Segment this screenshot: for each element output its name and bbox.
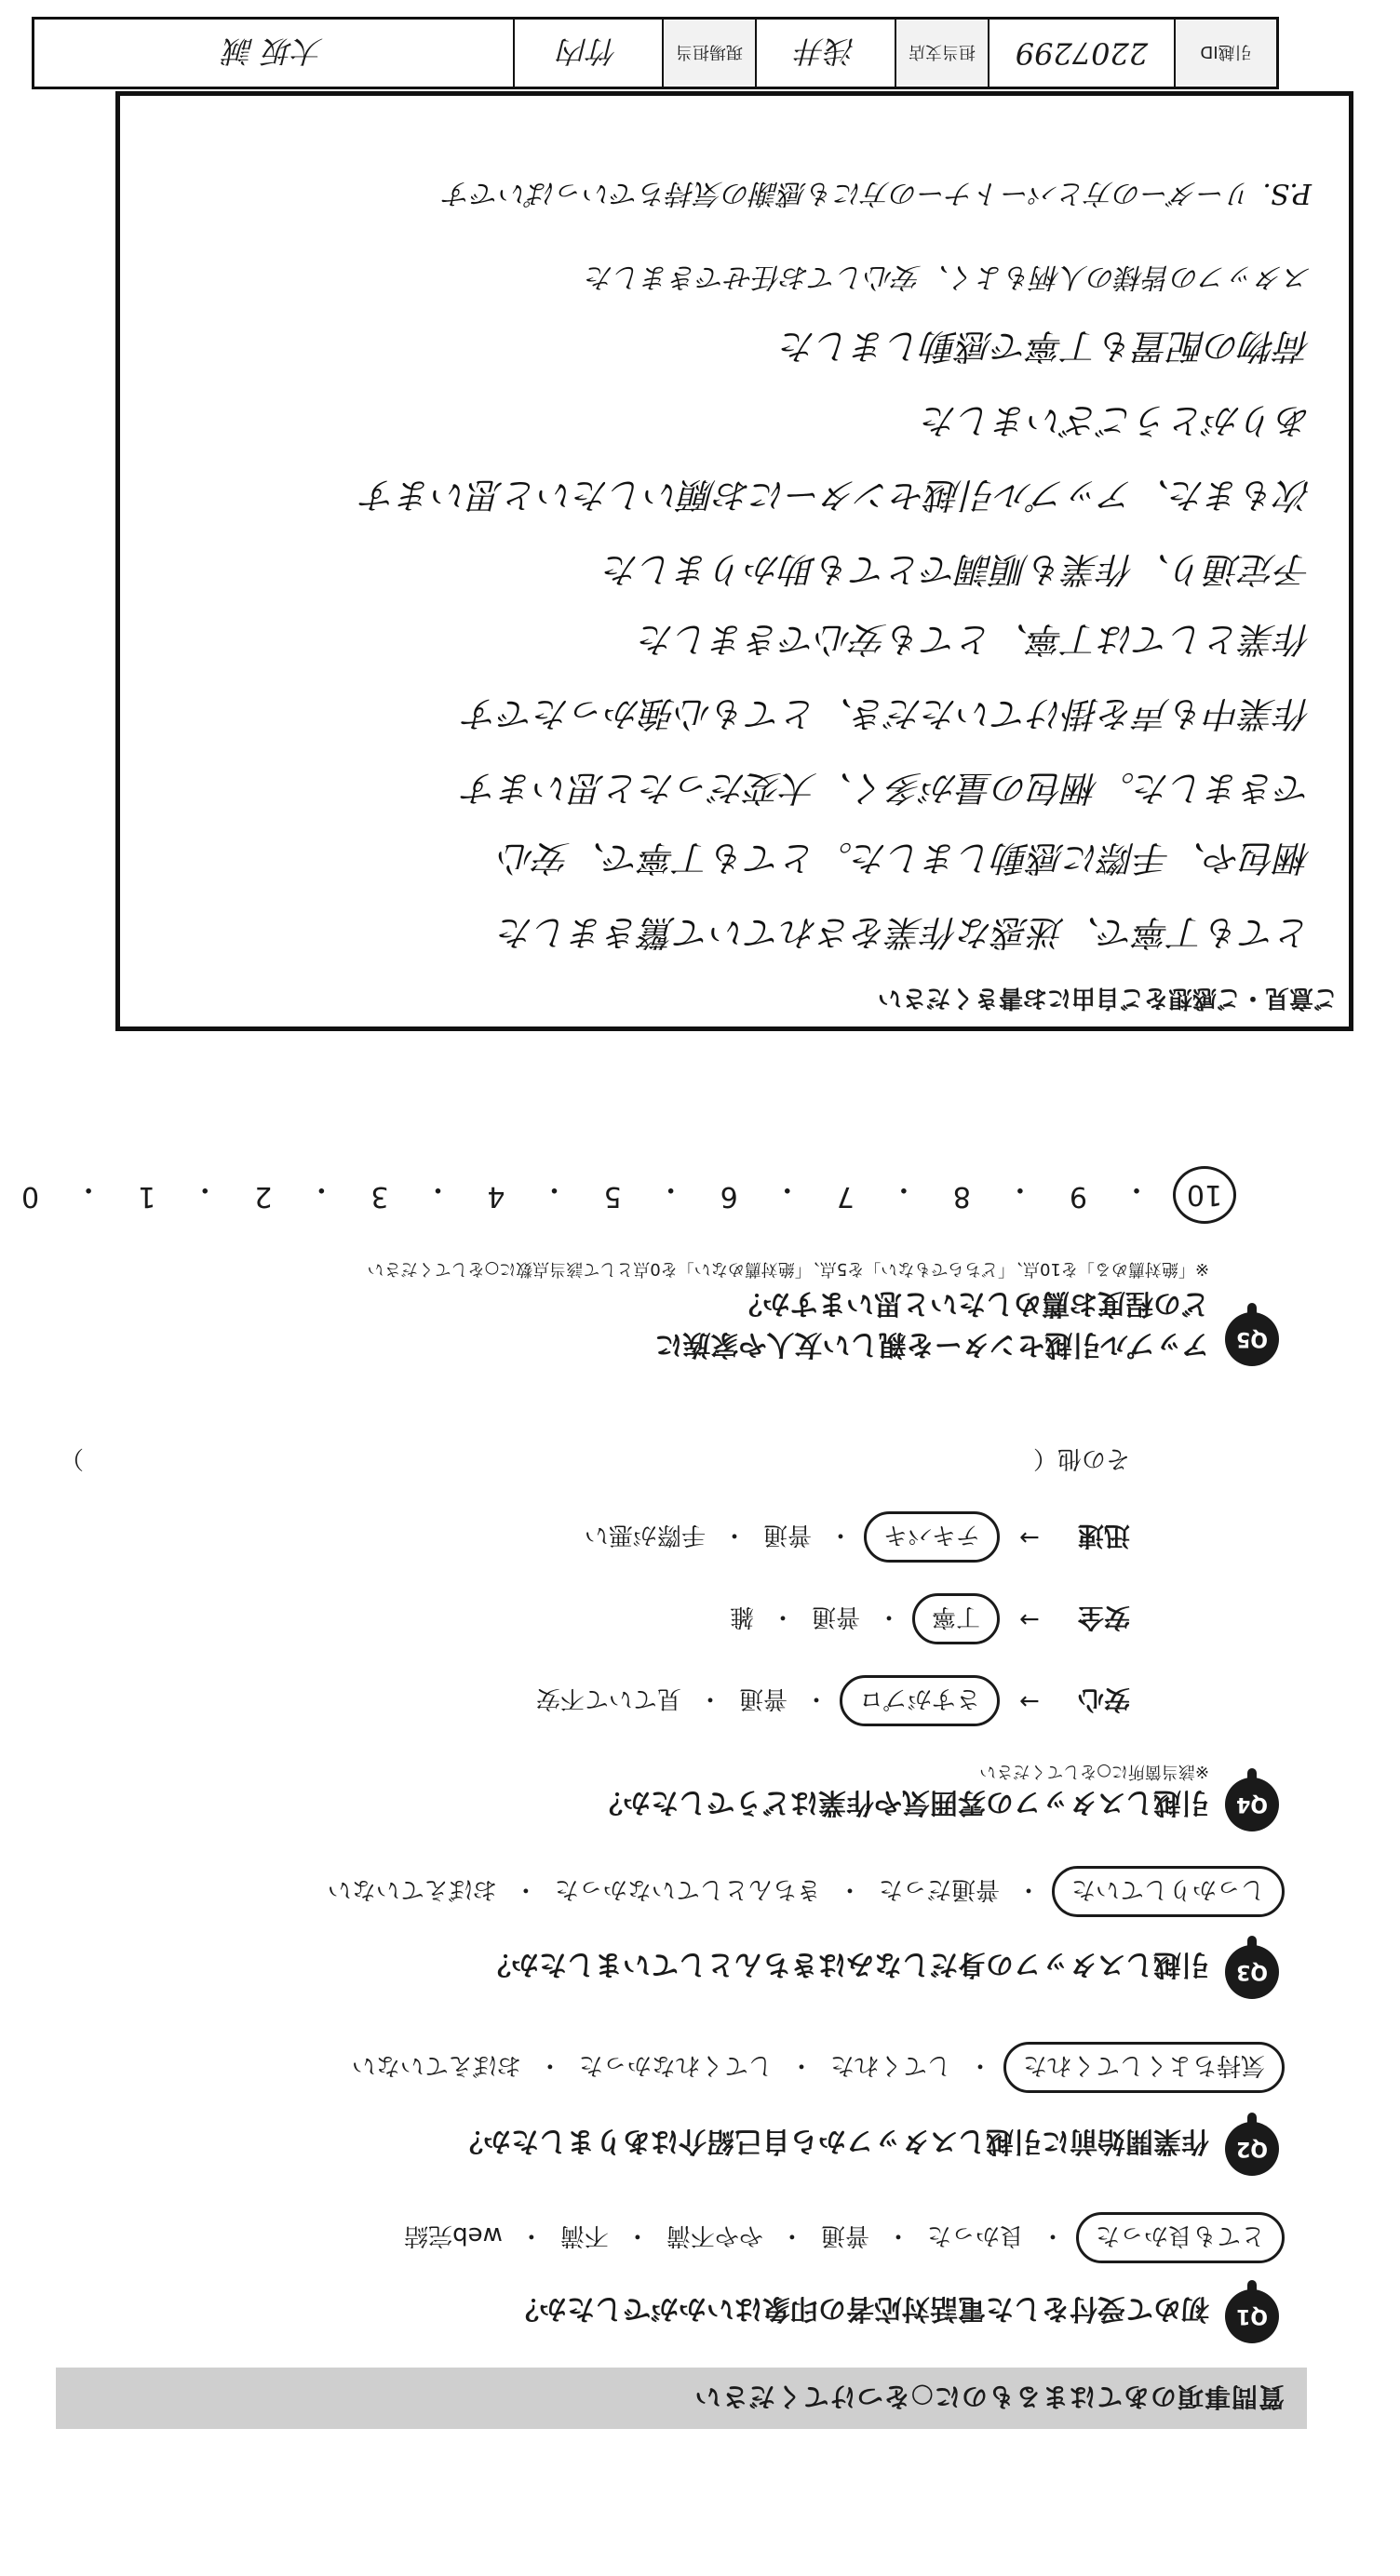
q1-option-dissatisfied[interactable]: 不満 [559,2221,609,2249]
info-table [32,17,1279,89]
value-customer-name: 大坂 誠 [223,34,324,69]
comment-line: 梱包や、手際に感動しました。とても丁寧で、安心 [499,838,1312,879]
q4-anzen-option-careful[interactable]: 丁寧 [912,1594,1000,1645]
value-branch: 浅井 [755,20,895,87]
comment-line: 荷物の配置も丁寧で感動しました [780,326,1312,367]
arrow-icon: → [1019,1687,1040,1715]
q5-score-8[interactable]: 8 [952,1180,971,1213]
q5-score-10[interactable]: 10 [1173,1166,1236,1224]
q3-options: しっかりしていた ・ 普通だった ・ きちんとしていなかった ・ おぼえていない [328,1874,1279,1909]
q3-option-not-neat[interactable]: きちんとしていなかった [554,1875,821,1903]
q1-option-very-good[interactable]: とても良かった [1076,2212,1285,2263]
q5-score-6[interactable]: 6 [720,1180,738,1213]
comment-line: できました。梱包の量が多く、大変だったと思います [463,768,1312,809]
label-site-staff: 現場担当 [662,20,755,87]
q5-score-2[interactable]: 2 [254,1180,273,1213]
comment-line: 作業としては丁寧、とても安心できました [639,619,1312,660]
q4-row-anzen: 安全 → 丁寧 ・ 普通 ・ 雑 [730,1601,1130,1638]
q5-score-3[interactable]: 3 [370,1180,389,1213]
q4-row-label: 迅速 [1077,1521,1130,1551]
q4-row-anshin: 安心 → さすがプロ ・ 普通 ・ 見ていて不安 [536,1683,1130,1720]
q4-anzen-option-normal[interactable]: 普通 [811,1603,860,1631]
q3-option-neat[interactable]: しっかりしていた [1052,1866,1285,1917]
q2-text: 作業開始前に引越しスタッフから自己紹介はありましたか？ [455,2125,1209,2157]
q2-option-yes[interactable]: してくれた [829,2051,951,2079]
q4-row-label: 安心 [1077,1684,1130,1715]
instructions-banner [56,2368,1307,2429]
q5-score-0[interactable]: 0 [21,1180,40,1213]
comment-line: とても丁寧で、迷惑な作業をされていて驚きました [498,912,1312,953]
q4-other-label: その他（ [1032,1444,1130,1472]
value-moving-id: 2207299 [988,20,1174,87]
q5-score-1[interactable]: 1 [138,1180,156,1213]
q4-text: 引越しスタッフの雰囲気や作業はどうでしたか？ [595,1786,1209,1818]
arrow-icon: → [1019,1605,1040,1633]
q4-other [60,1443,1130,1478]
q3-text: 引越しスタッフの身だしなみはきちんとしていましたか？ [483,1948,1209,1980]
q4-anzen-option-rough[interactable]: 雑 [729,1603,754,1631]
q3-option-normal[interactable]: 普通だった [878,1875,1000,1903]
comment-line: スタッフの皆様の人柄もよく、安心してお任せできました [586,261,1312,293]
q4-jinsoku-option-normal[interactable]: 普通 [762,1521,812,1550]
q1-option-web[interactable]: web完結 [404,2221,503,2249]
q1-options: とても良かった ・ 良かった ・ 普通 ・ やや不満 ・ 不満 ・ web完結 [404,2220,1279,2255]
q4-anshin-option-worrying[interactable]: 見ていて不安 [535,1684,681,1713]
q5-score-4[interactable]: 4 [487,1180,505,1213]
comment-line: 作業中も声を掛けていただき、とても心強かったです [464,693,1312,734]
instructions-text: 質問事項のあてはまるものに○をつけてください [693,2381,1285,2412]
q4-anshin-option-pro[interactable]: さすがプロ [840,1676,1000,1727]
q5-badge: Q5 [1225,1312,1279,1366]
arrow-icon: → [1019,1523,1040,1551]
q4-jinsoku-option-slow[interactable]: 手際が悪い [584,1521,706,1550]
q5-scale: 10 ・ 9 ・ 8 ・ 7 ・ 6 ・ 5 ・ 4 ・ 3 ・ 2 ・ 1 ・ 0 [21,1172,1223,1213]
q4-note: ※該当箇所に○をしてください [979,1762,1209,1781]
q5-score-5[interactable]: 5 [603,1180,622,1213]
q4-jinsoku-option-quick[interactable]: テキパキ [864,1512,1000,1563]
q4-badge: Q4 [1225,1778,1279,1831]
q1-option-normal[interactable]: 普通 [820,2221,869,2249]
q4-row-jinsoku: 迅速 → テキパキ ・ 普通 ・ 手際が悪い [585,1519,1130,1556]
q4-anshin-option-normal[interactable]: 普通 [738,1684,788,1713]
q4-row-label: 安全 [1077,1603,1130,1633]
label-moving-id: 引越ID [1174,20,1276,87]
q2-option-pleasant[interactable]: 気持ちよくしてくれた [1003,2042,1285,2093]
q4-other-close: ） [60,1444,85,1472]
q2-option-dont-remember[interactable]: おぼえていない [351,2051,521,2079]
q3-option-dont-remember[interactable]: おぼえていない [327,1875,497,1903]
comment-line: ありがとうございました [922,400,1312,441]
comment-title: ご意見・ご感想をご自由にお書きください [877,984,1338,1012]
q3-badge: Q3 [1225,1945,1279,1999]
comment-line: 予定通り、作業も順調でとても助かりました [603,549,1312,590]
q5-score-7[interactable]: 7 [836,1180,855,1213]
q1-option-good[interactable]: 良かった [926,2221,1024,2249]
q5-score-9[interactable]: 9 [1069,1180,1087,1213]
q1-text: 初めて受付をした電話対応者の印象はいかがでしたか？ [511,2292,1209,2325]
q5-note: ※「絶対薦める」を10点、「どちらでもない」を5点、「絶対薦めない」を0点として該当点数に○をしてください [367,1259,1209,1279]
q5-text-line2: どの程度お薦めしたいと思いますか？ [734,1287,1209,1320]
value-site-staff: 竹内 [513,20,662,87]
label-branch: 担当支店 [895,20,988,87]
q2-option-no[interactable]: してくれなかった [578,2051,773,2079]
comment-line: P.S. リーダーの方とパートナーの方にも感謝の気持ちでいっぱいです [444,177,1312,209]
comment-box[interactable] [115,91,1353,1031]
q2-options: 気持ちよくしてくれた ・ してくれた ・ してくれなかった ・ おぼえていない [352,2050,1279,2085]
q1-badge: Q1 [1225,2289,1279,2343]
q1-option-slightly-dissatisfied[interactable]: やや不満 [666,2221,763,2249]
q2-badge: Q2 [1225,2122,1279,2176]
comment-line: 次もまた、アップル引越センターにお願いしたいと思います [361,475,1312,516]
q5-text-line1: アップル引越センターを親しい友人や家族に [654,1328,1209,1361]
